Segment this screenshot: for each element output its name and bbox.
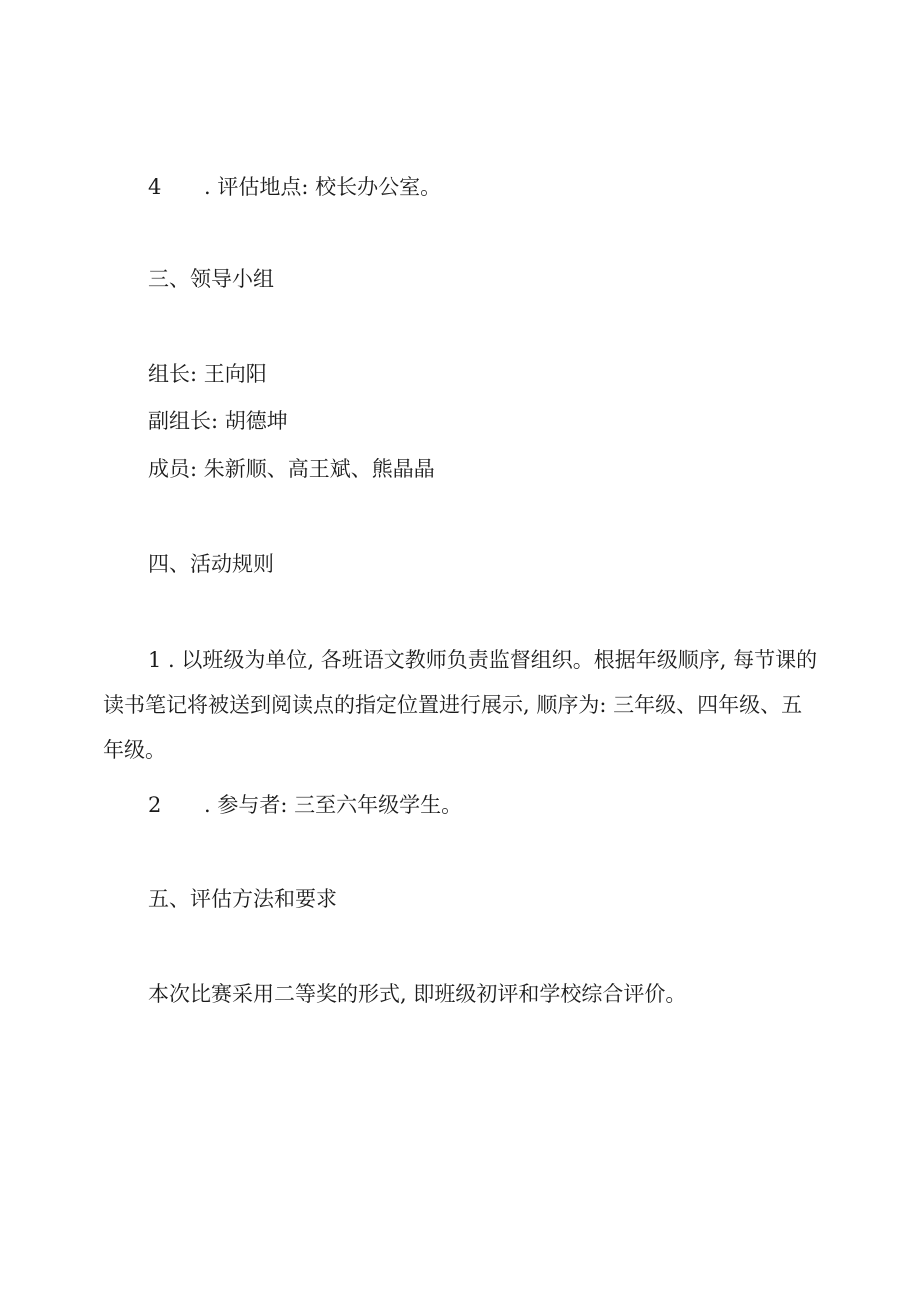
method-paragraph: 本次比赛采用二等奖的形式, 即班级初评和学校综合评价。 bbox=[148, 982, 687, 1006]
section-4-heading: 四、活动规则 bbox=[148, 552, 274, 576]
leader-line: 组长: 王向阳 bbox=[148, 362, 267, 386]
item-4 bbox=[148, 172, 441, 202]
item-4-number: 4 bbox=[148, 175, 162, 199]
section-3-heading: 三、领导小组 bbox=[148, 267, 274, 291]
rule-1-paragraph: 1 . 以班级为单位, 各班语文教师负责监督组织。根据年级顺序, 每节课的读书笔记将被送到阅读点的指定位置进行展示, 顺序为: 三年级、四年级、五年级。 bbox=[103, 648, 818, 762]
members-line: 成员: 朱新顺、高王斌、熊晶晶 bbox=[148, 457, 435, 481]
section-5-heading: 五、评估方法和要求 bbox=[148, 887, 337, 911]
rule-2 bbox=[148, 790, 462, 820]
rule-2-text: . 参与者: 三至六年级学生。 bbox=[204, 793, 463, 817]
vice-leader-line: 副组长: 胡德坤 bbox=[148, 409, 288, 433]
rule-2-number: 2 bbox=[148, 793, 162, 817]
item-4-text: . 评估地点: 校长办公室。 bbox=[204, 175, 442, 199]
